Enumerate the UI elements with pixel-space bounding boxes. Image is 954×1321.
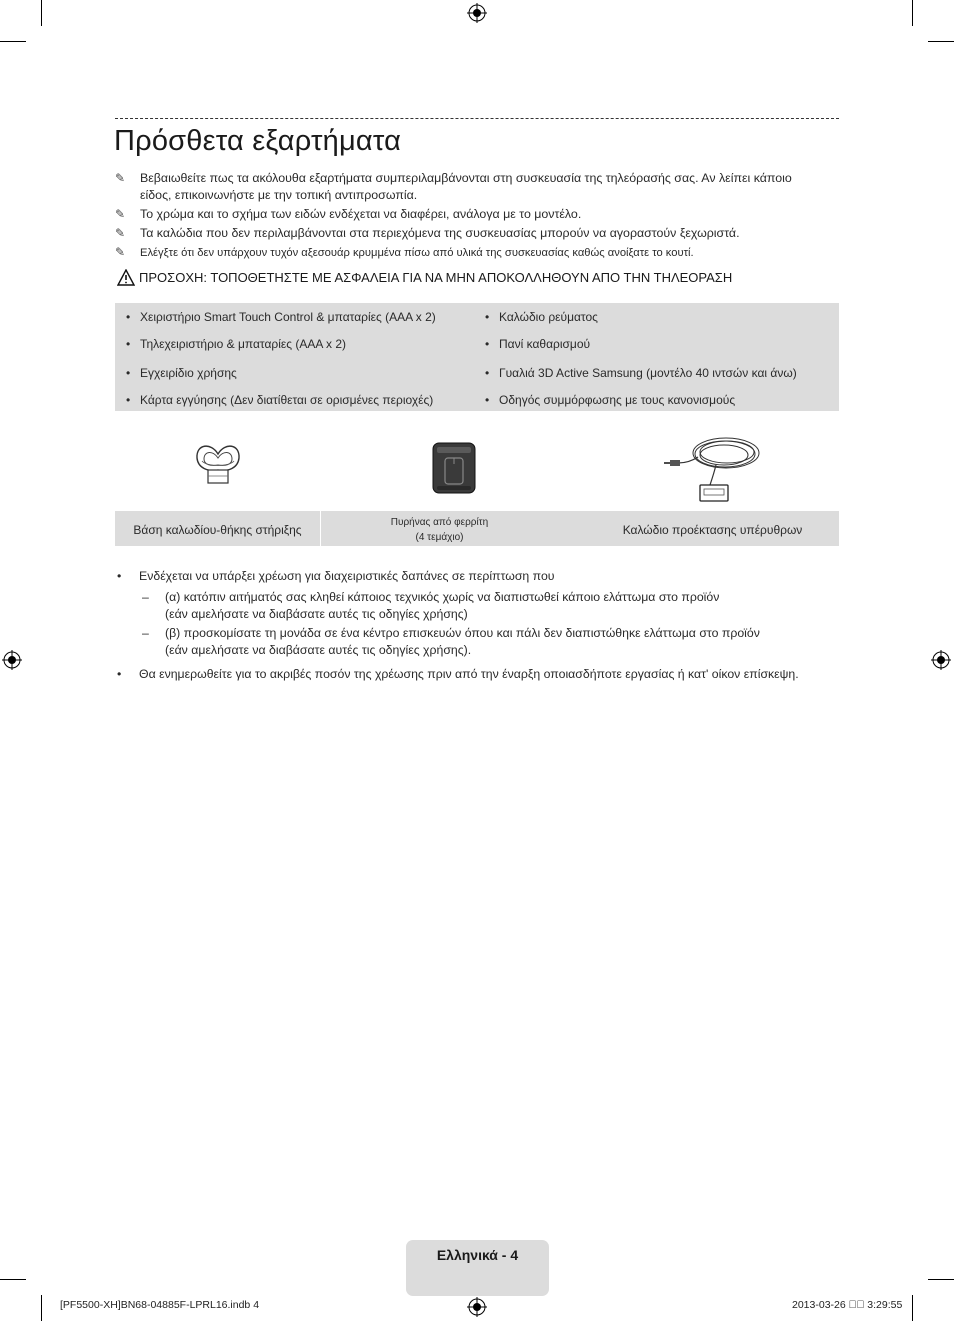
list-item: – (β) προσκομίσατε τη μονάδα σε ένα κέντρο επισκευών όπου και πάλι δεν διαπιστώθηκε ελάττωμα στο προϊόν (εάν αμελήσατε να διαβάσατε αυτές τις οδηγίες χρήσης). <box>142 626 760 657</box>
crop-mark <box>928 41 954 42</box>
list-item <box>117 568 817 586</box>
caption-ferrite-core: Πυρήνας από φερρίτη (4 τεμάχιο) <box>390 517 489 543</box>
bullet: • <box>126 310 131 324</box>
cable-holder-icon <box>193 440 243 488</box>
pencil-note-icon: ✎ <box>115 245 126 259</box>
bullet: • <box>485 366 490 380</box>
footer-file-name: [PF5500-XH]BN68-04885F-LPRL16.indb 4 <box>60 1299 260 1311</box>
bullet: • <box>117 569 122 583</box>
note-text: Ελέγξτε ότι δεν υπάρχουν τυχόν αξεσουάρ κρυμμένα πίσω από υλικά της συσκευασίας καθώς ανοίξατε το κουτί. <box>140 247 694 259</box>
crop-mark <box>928 1279 954 1280</box>
crop-mark <box>912 0 913 26</box>
bullet: • <box>485 310 490 324</box>
dash: – <box>142 626 149 640</box>
bullet: • <box>485 337 490 351</box>
registration-mark-icon <box>931 650 951 670</box>
pencil-note-icon: ✎ <box>115 207 126 221</box>
page-title: Πρόσθετα εξαρτήματα <box>114 125 402 157</box>
charges-informed: Θα ενημερωθείτε για το ακριβές ποσόν της χρέωσης πριν από την έναρξη οποιασδήποτε εργασίας ή κατ' οίκον επίσκεψη. <box>139 667 799 681</box>
pencil-note-icon: ✎ <box>115 226 126 240</box>
dashed-divider <box>115 118 839 119</box>
note-text: είδος, επικοινωνήστε με την τοπική αντιπροσωπία. <box>140 188 418 202</box>
charges-intro: Ενδέχεται να υπάρξει χρέωση για διαχειριστικές δαπάνες σε περίπτωση που <box>139 569 555 583</box>
page-number: Ελληνικά - 4 <box>436 1247 519 1263</box>
note-item <box>115 170 839 204</box>
registration-mark-icon <box>467 1297 487 1317</box>
registration-mark-icon <box>2 650 22 670</box>
pencil-note-icon: ✎ <box>115 171 126 185</box>
ir-extender-cable-icon <box>664 427 764 509</box>
crop-mark <box>0 41 26 42</box>
crop-mark <box>912 1295 913 1321</box>
dash: – <box>142 590 149 604</box>
caution-text: ΠΡΟΣΟΧΗ: ΤΟΠΟΘΕΤΗΣΤΕ ΜΕ ΑΣΦΑΛΕΙΑ ΓΙΑ ΝΑ ΜΗΝ ΑΠΟΚΟΛΛΗΘΟΥΝ ΑΠΟ ΤΗΝ ΤΗΛΕΟΡΑΣΗ <box>139 270 733 285</box>
bullet: • <box>117 667 122 681</box>
note-text: Βεβαιωθείτε πως τα ακόλουθα εξαρτήματα συμπεριλαμβάνονται στη συσκευασία της τηλεόρασής σας. Αν λείπει κάποιο <box>140 171 792 185</box>
warning-triangle-icon <box>117 269 135 286</box>
crop-mark <box>41 1295 42 1321</box>
note-item <box>115 225 839 242</box>
crop-mark <box>0 1279 26 1280</box>
note-item <box>115 206 839 223</box>
registration-mark-icon <box>467 3 487 23</box>
bullet: • <box>126 337 131 351</box>
caption-ir-cable: Καλώδιο προέκτασης υπέρυθρων <box>622 523 803 537</box>
list-item <box>117 666 837 684</box>
list-item: – (α) κατόπιν αιτήματός σας κληθεί κάποιος τεχνικός χωρίς να διαπιστωθεί κάποιο ελάττωμα στο προϊόν (εάν αμελήσατε να διαβάσατε αυτές τις οδηγίες χρήσης) <box>142 590 720 621</box>
note-item <box>115 244 839 261</box>
footer-datetime: 2013-03-26 ￿￿ 3:29:55 <box>792 1299 903 1311</box>
bullet: • <box>126 366 131 380</box>
ferrite-core-icon <box>431 440 477 494</box>
bullet: • <box>485 393 490 407</box>
caption-cable-holder: Βάση καλωδίου-θήκης στήριξης <box>133 523 302 537</box>
bullet: • <box>126 393 131 407</box>
note-text: Το χρώμα και το σχήμα των ειδών ενδέχεται να διαφέρει, ανάλογα με το μοντέλο. <box>140 207 582 221</box>
note-text: Τα καλώδια που δεν περιλαμβάνονται στα περιεχόμενα της συσκευασίας μπορούν να αγοραστούν ξεχωριστά. <box>140 226 740 240</box>
crop-mark <box>41 0 42 26</box>
